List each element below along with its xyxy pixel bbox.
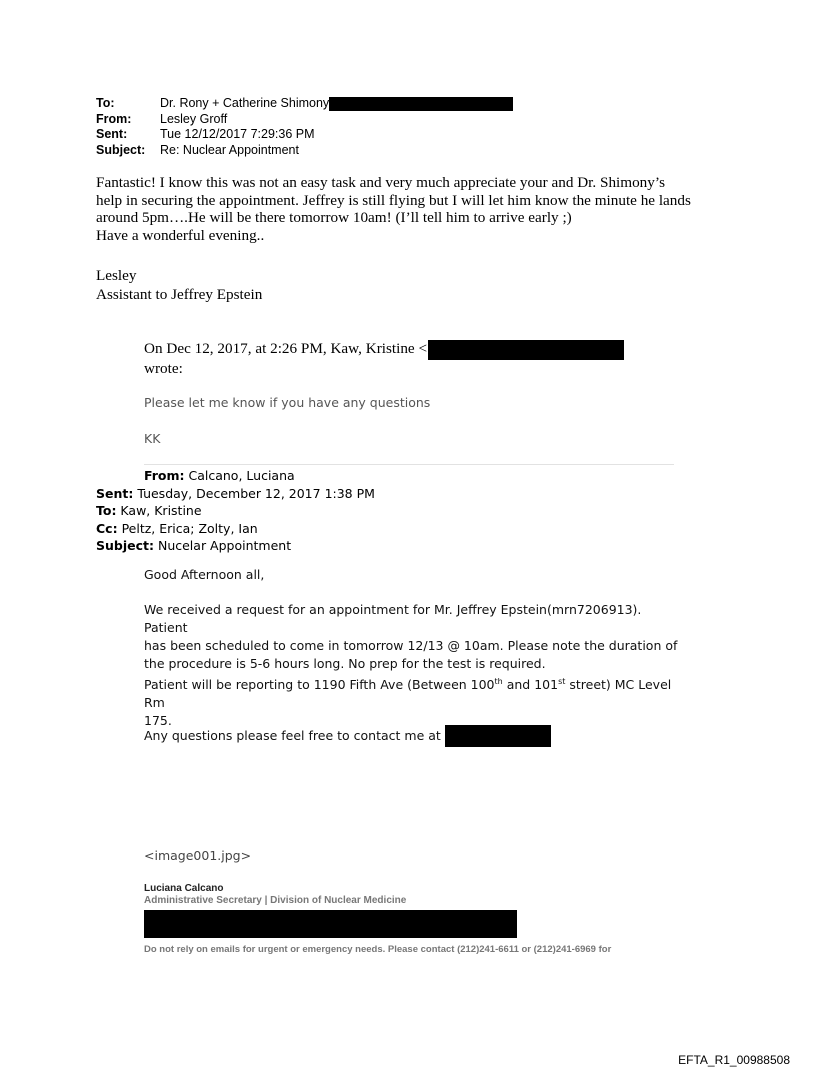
email-header bbox=[96, 96, 513, 158]
contact-line: Any questions please feel free to contact me at bbox=[144, 728, 441, 743]
from-label: From: bbox=[96, 111, 132, 126]
reply-line: Fantastic! I know this was not an easy task and very much appreciate your and Dr. Shimony’s bbox=[96, 174, 665, 191]
message-greeting: Good Afternoon all, bbox=[144, 567, 265, 582]
header-to-row bbox=[96, 96, 513, 112]
message-line: the procedure is 5-6 hours long. No prep for the test is required. bbox=[144, 656, 546, 671]
subject-value: Re: Nuclear Appointment bbox=[160, 142, 299, 157]
fwd-sent-row bbox=[96, 485, 375, 503]
fwd-to-row bbox=[96, 502, 375, 520]
to-value: Dr. Rony + Catherine Shimony bbox=[160, 96, 330, 110]
address-mid: and 101 bbox=[502, 677, 559, 693]
quoted-initials: KK bbox=[144, 431, 161, 446]
message-paragraph-2 bbox=[144, 673, 684, 730]
redaction-bar bbox=[445, 725, 551, 747]
quoted-attribution bbox=[144, 340, 624, 378]
header-subject-row bbox=[96, 143, 513, 159]
bates-number: EFTA_R1_00988508 bbox=[678, 1053, 790, 1067]
header-from-row bbox=[96, 112, 513, 128]
address-suffix: street) MC Level Rm bbox=[144, 677, 672, 711]
email-signature bbox=[144, 883, 406, 907]
disclaimer: Do not rely on emails for urgent or emergency needs. Please contact (212)241-6611 or (212)241-6969 for bbox=[144, 944, 612, 955]
on-wrote-line: On Dec 12, 2017, at 2:26 PM, Kaw, Kristine < bbox=[144, 340, 428, 357]
redaction-bar bbox=[428, 340, 624, 360]
fwd-from-value: Calcano, Luciana bbox=[184, 468, 295, 483]
reply-line: Have a wonderful evening.. bbox=[96, 226, 265, 244]
sent-label: Sent: bbox=[96, 127, 128, 141]
fwd-to-value: Kaw, Kristine bbox=[116, 503, 202, 518]
fwd-from-label: From: bbox=[144, 468, 185, 483]
fwd-cc-row bbox=[96, 520, 375, 538]
message-line: has been scheduled to come in tomorrow 12/13 @ 10am. Please note the duration of bbox=[144, 638, 678, 653]
reply-line: help in securing the appointment. Jeffrey is still flying but I will let him know the minute he lands bbox=[96, 191, 691, 209]
subject-label: Subject: bbox=[96, 142, 146, 157]
fwd-subject-row bbox=[96, 537, 375, 555]
fwd-subject-label: Subject: bbox=[96, 538, 154, 553]
fwd-sent-label: Sent: bbox=[96, 485, 134, 501]
reply-body bbox=[96, 174, 736, 244]
header-sent-row bbox=[96, 127, 513, 143]
ordinal-suffix: th bbox=[494, 677, 503, 686]
fwd-from-row bbox=[96, 467, 375, 485]
redaction-bar bbox=[144, 910, 517, 938]
sent-value: Tue 12/12/2017 7:29:36 PM bbox=[160, 127, 315, 141]
message-line: We received a request for an appointment for Mr. Jeffrey Epstein(mrn7206913). Patient bbox=[144, 602, 642, 635]
from-value: Lesley Groff bbox=[160, 111, 228, 126]
signature-title: Administrative Secretary | Division of Nuclear Medicine bbox=[144, 895, 407, 906]
message-line: 175. bbox=[144, 713, 172, 729]
message-paragraph-1 bbox=[144, 601, 684, 673]
message-line bbox=[144, 673, 684, 712]
separator-line bbox=[144, 464, 674, 465]
forwarded-header bbox=[96, 467, 375, 555]
address-prefix: Patient will be reporting to 1190 Fifth Ave (Between 100 bbox=[144, 677, 495, 693]
fwd-sent-value: Tuesday, December 12, 2017 1:38 PM bbox=[133, 485, 375, 501]
image-placeholder: <image001.jpg> bbox=[144, 848, 252, 863]
signature-title: Assistant to Jeffrey Epstein bbox=[96, 286, 263, 303]
signature-name: Luciana Calcano bbox=[144, 883, 224, 894]
signature-name: Lesley bbox=[96, 267, 137, 284]
fwd-cc-value: Peltz, Erica; Zolty, Ian bbox=[117, 520, 258, 536]
fwd-to-label: To: bbox=[96, 503, 117, 518]
fwd-cc-label: Cc: bbox=[96, 520, 118, 536]
to-label: To: bbox=[96, 96, 115, 110]
wrote-line: wrote: bbox=[144, 360, 183, 377]
quoted-question-line: Please let me know if you have any questions bbox=[144, 395, 431, 410]
ordinal-suffix: st bbox=[558, 677, 566, 686]
fwd-subject-value: Nucelar Appointment bbox=[154, 538, 292, 553]
message-paragraph-3 bbox=[144, 727, 684, 747]
reply-signature bbox=[96, 266, 262, 304]
reply-line: around 5pm….He will be there tomorrow 10am! (I’ll tell him to arrive early ;) bbox=[96, 209, 572, 226]
redaction-bar bbox=[329, 97, 513, 111]
